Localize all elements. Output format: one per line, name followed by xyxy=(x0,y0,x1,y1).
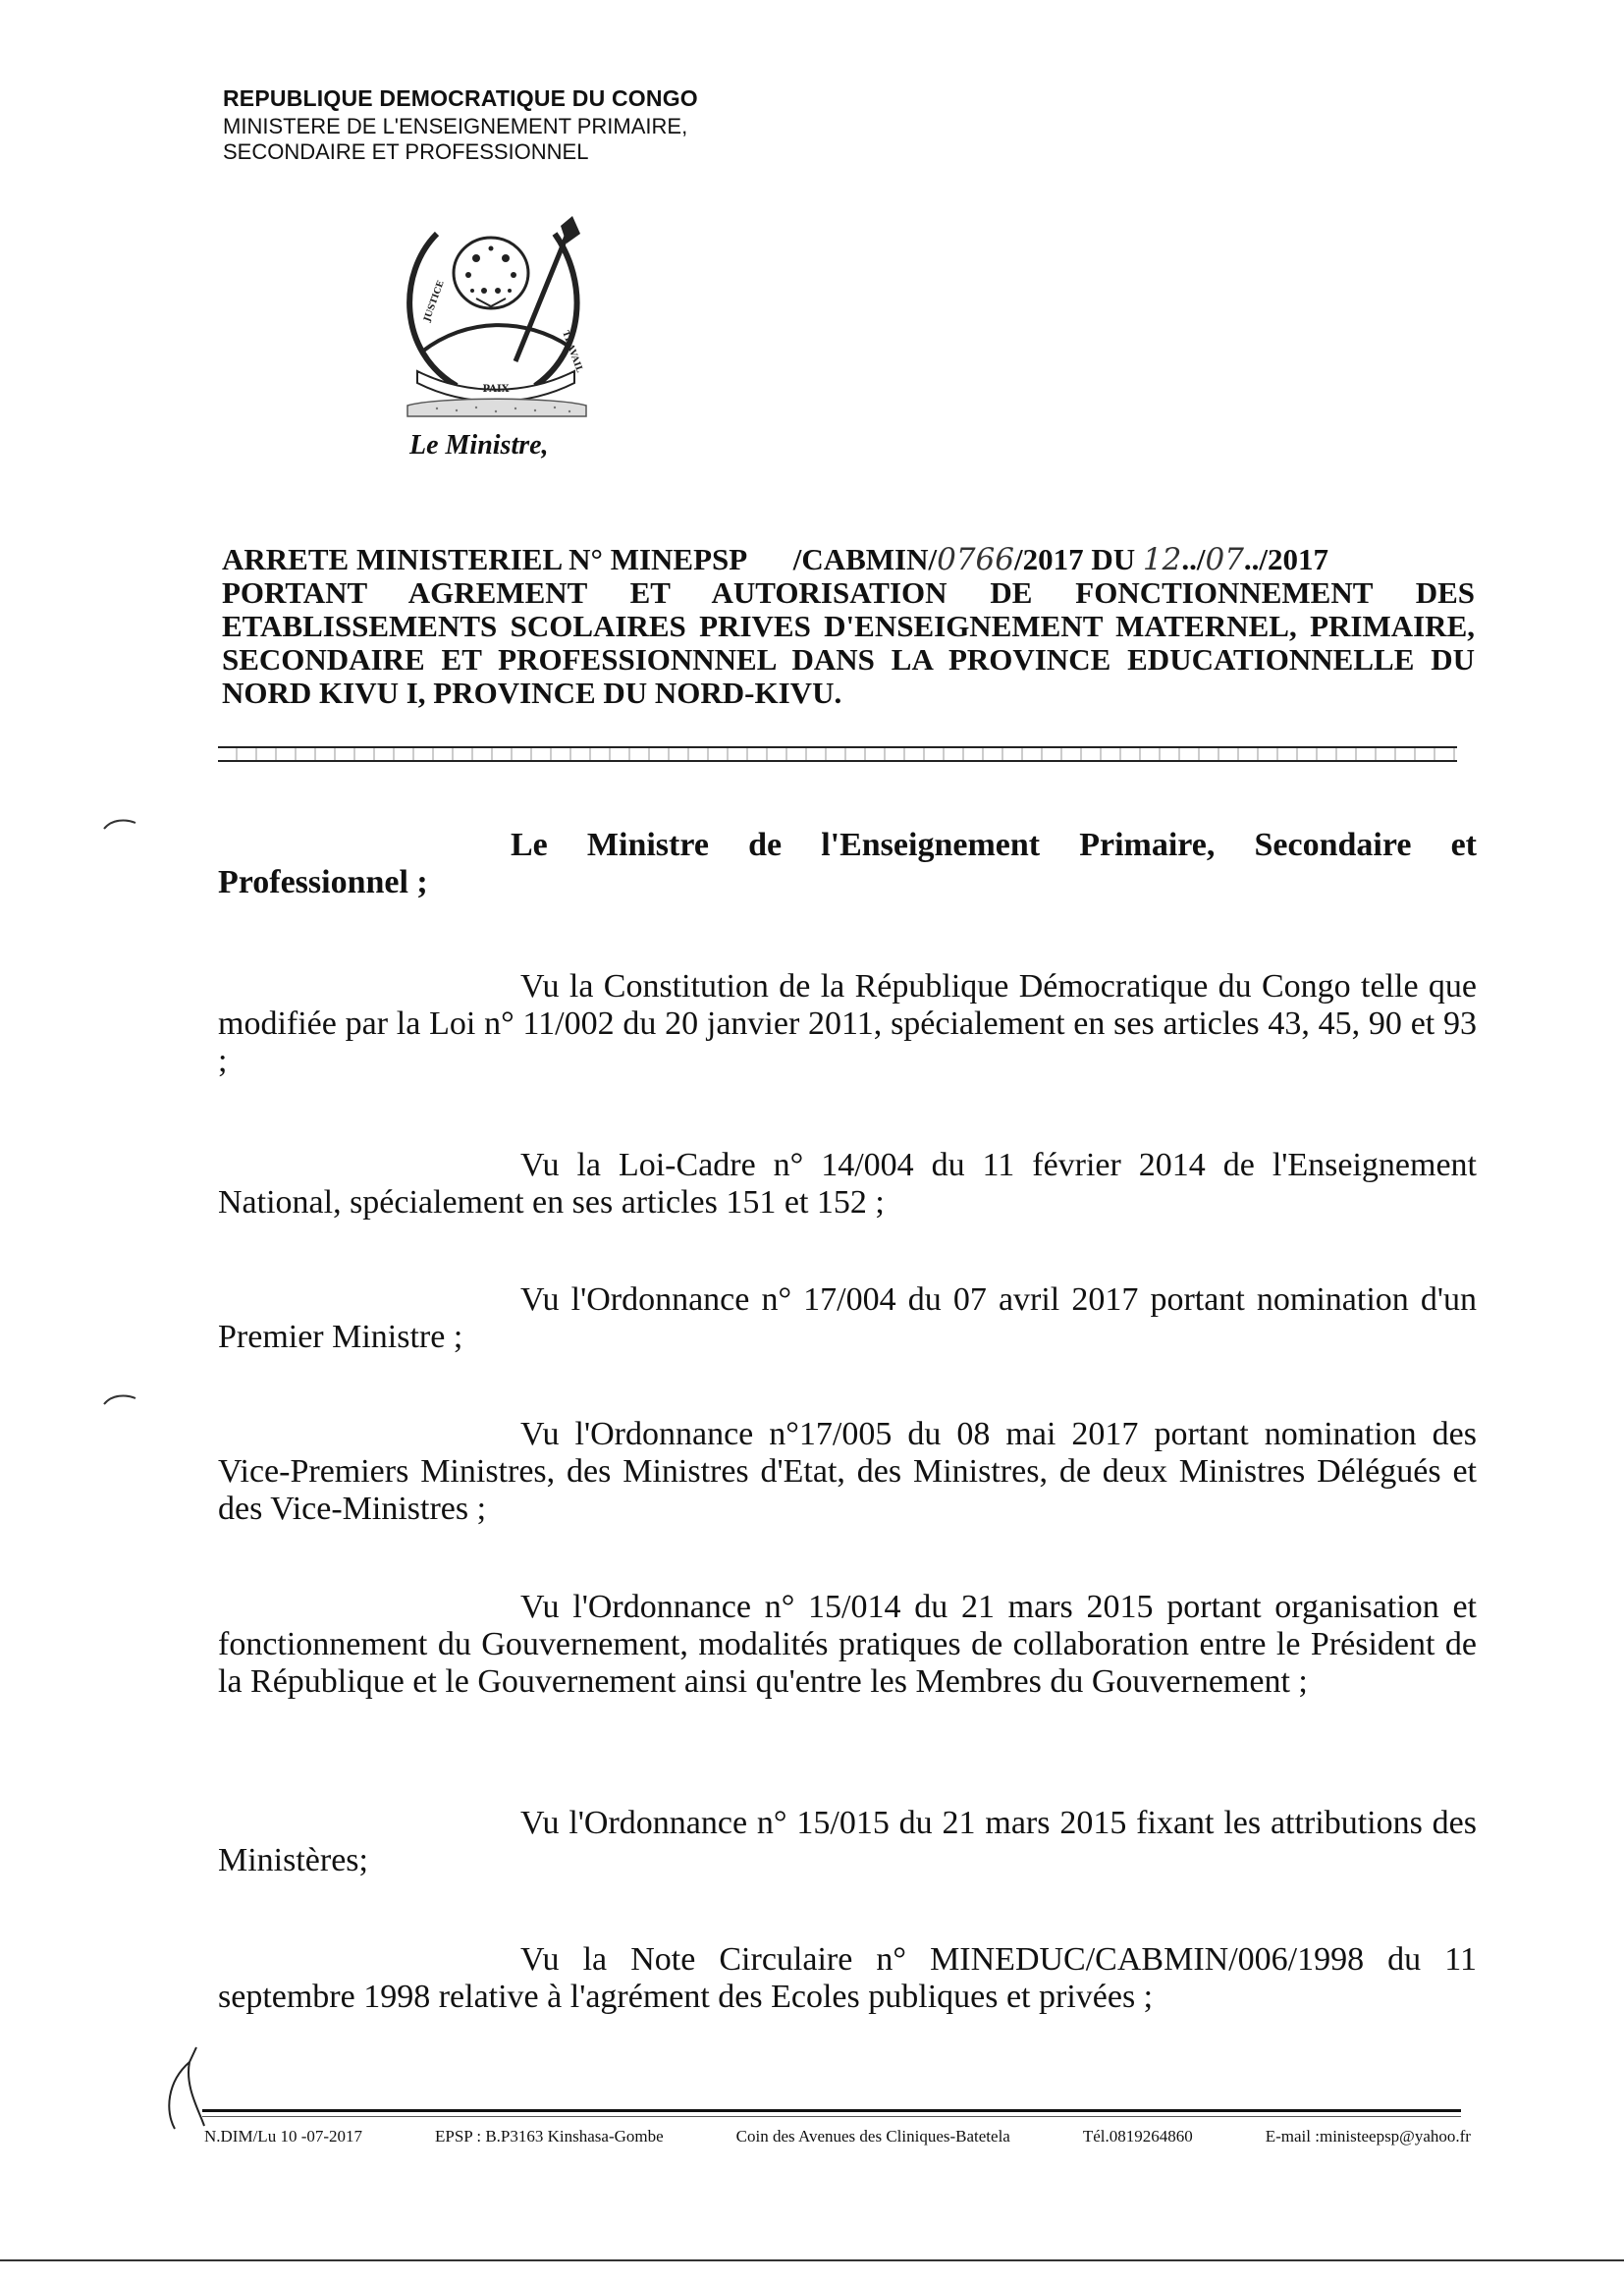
visa-paragraph: Vu la Constitution de la République Démocratique du Congo telle que modifiée par la Loi n° 11/002 du 20 janvier 2011, spécialement en ses articles 43, 45, 90 et 93 ; xyxy=(218,968,1477,1079)
svg-text:PAIX: PAIX xyxy=(482,384,510,395)
visa-paragraph: Vu l'Ordonnance n° 15/015 du 21 mars 2015 fixant les attributions des Ministères; xyxy=(218,1805,1477,1878)
header-ministry-line1: MINISTERE DE L'ENSEIGNEMENT PRIMAIRE, xyxy=(223,114,688,138)
footer xyxy=(204,2127,1471,2146)
footer-ref: N.DIM/Lu 10 -07-2017 xyxy=(204,2127,363,2146)
footer-rule xyxy=(202,2109,1461,2112)
visa-paragraph: Vu l'Ordonnance n° 15/014 du 21 mars 2015 portant organisation et fonctionnement du Gouvernement, modalités pratiques de collaboration entre le Président de la République et le Gouvernement ainsi qu'entre les Membres du Gouvernement ; xyxy=(218,1589,1477,1700)
arrete-month-handwritten: 07 xyxy=(1205,542,1244,577)
visa-paragraph: Vu l'Ordonnance n°17/005 du 08 mai 2017 portant nomination des Vice-Premiers Ministres, des Ministres d'Etat, des Ministres, de deux Ministres Délégués et des Vice-Ministres ; xyxy=(218,1416,1477,1527)
visa-paragraph: Vu l'Ordonnance n° 17/004 du 07 avril 2017 portant nomination d'un Premier Ministre ; xyxy=(218,1281,1477,1355)
svg-text:TRAVAIL: TRAVAIL xyxy=(560,329,584,374)
arrete-date-sep: ../ xyxy=(1181,542,1206,576)
preamble: Le Ministre de l'Enseignement Primaire, Secondaire et Professionnel ; xyxy=(218,827,1477,900)
footer-address: EPSP : B.P3163 Kinshasa-Gombe xyxy=(435,2127,664,2146)
minister-title: Le Ministre, xyxy=(409,430,549,461)
arrete-subject: PORTANT AGREMENT ET AUTORISATION DE FONCTIONNEMENT DES ETABLISSEMENTS SCOLAIRES PRIVES D'ENSEIGNEMENT MATERNEL, PRIMAIRE, SECONDAIRE ET PROFESSIONNNEL DANS LA PROVINCE EDUCATIONNELLE DU NORD KIVU I, PROVINCE DU NORD-KIVU. xyxy=(222,575,1475,710)
coat-of-arms-emblem xyxy=(378,204,614,420)
arrete-year-end: ../2017 xyxy=(1243,542,1329,576)
footer-location: Coin des Avenues des Cliniques-Batetela xyxy=(735,2127,1010,2146)
svg-text:JUSTICE: JUSTICE xyxy=(422,279,447,324)
arrete-title xyxy=(222,543,1475,710)
arrete-cabmin: /CABMIN/ xyxy=(792,542,938,576)
footer-rule-thin xyxy=(202,2116,1461,2117)
arrete-reference xyxy=(222,543,1475,576)
handwritten-initial xyxy=(145,2042,214,2131)
margin-pen-mark xyxy=(102,815,137,835)
footer-email: E-mail :ministeepsp@yahoo.fr xyxy=(1265,2127,1471,2146)
header-country: REPUBLIQUE DEMOCRATIQUE DU CONGO xyxy=(223,85,698,111)
arrete-year-du: /2017 DU xyxy=(1014,542,1136,576)
title-double-rule xyxy=(218,746,1457,762)
footer-phone: Tél.0819264860 xyxy=(1082,2127,1193,2146)
visa-paragraph: Vu la Note Circulaire n° MINEDUC/CABMIN/006/1998 du 11 septembre 1998 relative à l'agrément des Ecoles publiques et privées ; xyxy=(218,1941,1477,2015)
page-bottom-rule xyxy=(0,2259,1624,2261)
arrete-number-handwritten: 0766 xyxy=(937,542,1014,577)
header-ministry-line2: SECONDAIRE ET PROFESSIONNEL xyxy=(223,139,589,164)
arrete-day-handwritten: 12 xyxy=(1142,542,1182,577)
arrete-prefix: ARRETE MINISTERIEL N° MINEPSP xyxy=(222,542,748,576)
margin-pen-mark xyxy=(102,1390,137,1410)
visa-paragraph: Vu la Loi-Cadre n° 14/004 du 11 février 2014 de l'Enseignement National, spécialement en ses articles 151 et 152 ; xyxy=(218,1147,1477,1221)
